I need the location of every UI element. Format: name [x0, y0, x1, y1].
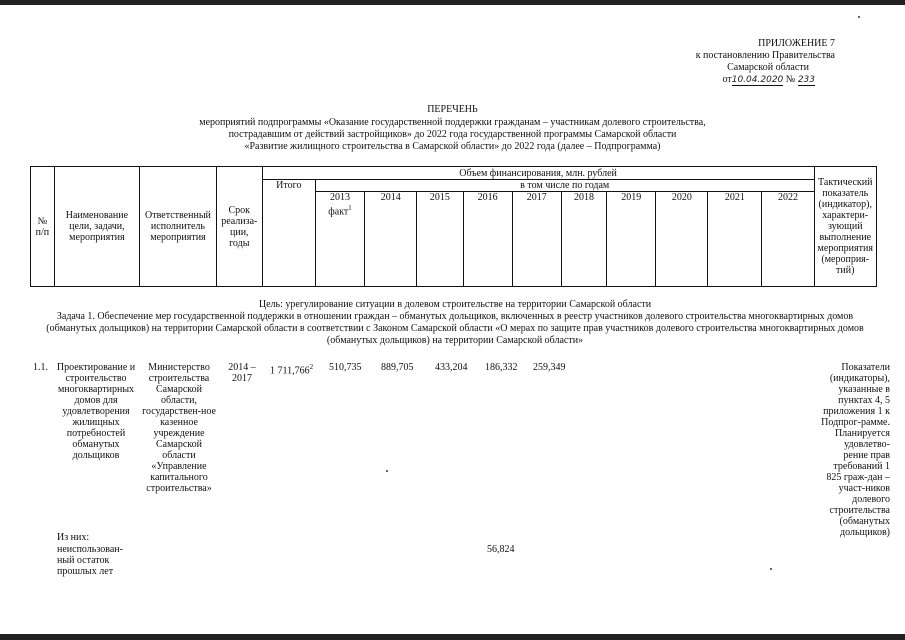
- value-2017: 186,332: [485, 362, 518, 373]
- row-name: Проектирование и строительство многоквартирных домов для удовлетворения жилищных потребностей обманутых дольщиков: [56, 362, 136, 461]
- row-executor: Министерство строительства Самарской области, государствен-ное казенное учреждение Самарской области «Управление капитального строительства»: [142, 362, 216, 494]
- footnote-1: 1: [348, 204, 352, 212]
- handwritten-date: 10.04.2020: [731, 75, 784, 85]
- value-2016: 433,204: [435, 362, 468, 373]
- header-funding: Объем финансирования, млн. рублей: [262, 167, 814, 180]
- appendix-date-line: [696, 74, 815, 86]
- header-year-2013: [315, 192, 364, 287]
- value-2018: 259,349: [533, 362, 566, 373]
- header-year: 2019: [607, 192, 656, 287]
- task-line3: (обманутых дольщиков) на территории Самарской области»: [326, 335, 584, 346]
- task-line2: (обманутых дольщиков) на территории Самарской области в соответствии с Законом Самарской области «О мерах по защите прав участников долевого строительства многоквартирных домов: [46, 323, 864, 334]
- appendix-title: ПРИЛОЖЕНИЕ 7: [758, 38, 835, 49]
- heading-line2: пострадавшим от действий застройщиков» до 2022 года государственной программы Самарской области: [228, 129, 677, 140]
- header-year: 2020: [656, 192, 708, 287]
- number-prefix: №: [785, 74, 796, 85]
- footnote-2: 2: [309, 363, 314, 371]
- row-total-value: 1 711,766: [270, 365, 310, 377]
- appendix-line2: Самарской области: [727, 62, 809, 73]
- appendix-line1: к постановлению Правительства: [695, 50, 835, 61]
- year-2013-label: 2013 факт: [328, 192, 351, 218]
- bottom-scan-border: [0, 634, 905, 640]
- sub-row-label1: Из них:: [57, 532, 90, 543]
- heading-line3: «Развитие жилищного строительства в Самарской области» до 2022 года (далее – Подпрограмма): [244, 141, 661, 152]
- header-year: 2015: [417, 192, 463, 287]
- handwritten-number: 233: [797, 75, 815, 85]
- header-executor: Ответственный исполнитель мероприятия: [140, 167, 217, 287]
- date-prefix: от: [722, 74, 732, 85]
- row-num: 1.1.: [33, 362, 48, 373]
- header-year: 2016: [463, 192, 512, 287]
- task-block: [20, 311, 890, 347]
- scan-speck: [770, 568, 772, 570]
- scan-speck: [386, 470, 388, 472]
- goal-text: Цель: урегулирование ситуации в долевом строительстве на территории Самарской области: [258, 299, 652, 310]
- header-year: 2018: [561, 192, 606, 287]
- header-year: 2014: [365, 192, 417, 287]
- header-total: Итого: [262, 180, 315, 287]
- sub-row-value: 56,824: [487, 544, 515, 555]
- header-by-years: в том числе по годам: [315, 180, 814, 192]
- header-year: 2021: [708, 192, 762, 287]
- table-header: [30, 166, 877, 287]
- value-2014: 510,735: [329, 362, 362, 373]
- heading-line1: мероприятий подпрограммы «Оказание государственной поддержки гражданам – участникам долевого строительства,: [199, 117, 706, 128]
- document-heading: [100, 104, 805, 153]
- row-indicator: Показатели (индикаторы), указанные в пунктах 4, 5 приложения 1 к Подпрог-рамме. Планируется удовлетво-рение прав требований 1 825 граж-дан – участ-ников долевого строительства (обманутых дольщиков): [821, 362, 890, 538]
- header-year: 2017: [512, 192, 561, 287]
- scan-speck: [858, 16, 860, 18]
- value-2015: 889,705: [381, 362, 414, 373]
- appendix-block: [696, 38, 835, 86]
- sub-row-label2: неиспользован-ный остаток прошлых лет: [57, 544, 123, 577]
- row-term: 2014 – 2017: [228, 362, 256, 384]
- heading-title: ПЕРЕЧЕНЬ: [427, 104, 478, 115]
- header-term: Срок реализа-ции, годы: [216, 167, 262, 287]
- row-total: [270, 362, 313, 376]
- header-num: № п/п: [31, 167, 55, 287]
- header-year: 2022: [762, 192, 814, 287]
- top-scan-border: [0, 0, 905, 5]
- header-name: Наименование цели, задачи, мероприятия: [54, 167, 139, 287]
- header-indicator: Тактический показатель (индикатор), характери-зующий выполнение мероприятия (мероприя-тий): [814, 167, 877, 287]
- task-line1: Задача 1. Обеспечение мер государственной поддержки в отношении граждан – обманутых дольщиков, включенных в реестр участников долевого строительства многоквартирных домов: [56, 311, 854, 322]
